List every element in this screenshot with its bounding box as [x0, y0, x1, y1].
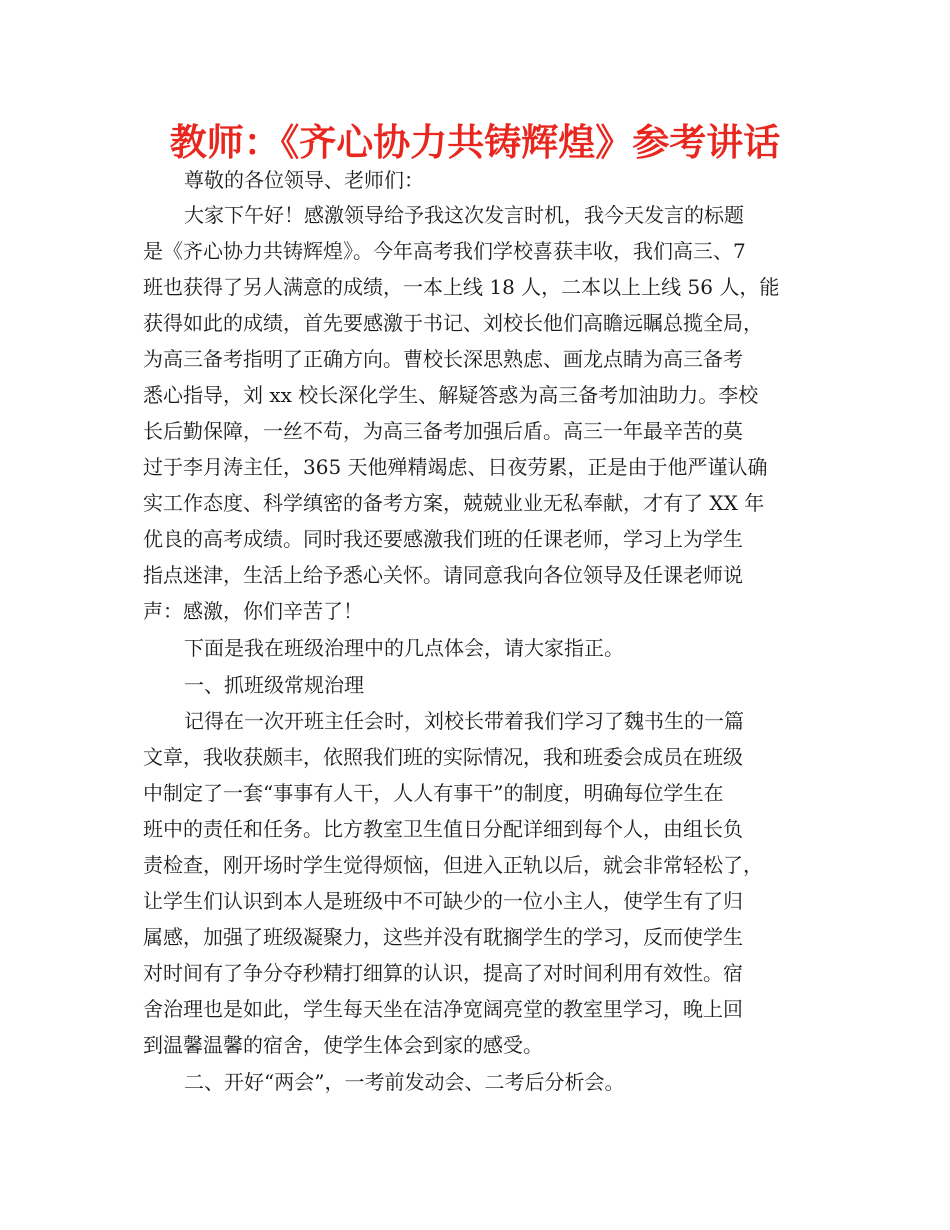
paragraph-line: 班中的责任和任务。比方教室卫生值日分配详细到每个人，由组长负 [143, 817, 743, 841]
paragraph-line: 责检查，刚开场时学生觉得烦恼，但进入正轨以后，就会非常轻松了， [143, 853, 763, 877]
paragraph-line: 优良的高考成绩。同时我还要感激我们班的任课老师，学习上为学生 [143, 527, 743, 551]
paragraph-line: 班也获得了另人满意的成绩，一本上线 18 人，二本以上上线 56 人，能 [143, 275, 780, 299]
paragraph-line: 声：感激，你们辛苦了！ [143, 599, 363, 623]
paragraph-line: 到温馨温馨的宿舍，使学生体会到家的感受。 [143, 1033, 543, 1057]
document-title: 教师：《齐心协力共铸辉煌》参考讲话 [169, 121, 781, 164]
paragraph-line: 长后勤保障，一丝不苟，为高三备考加强后盾。高三一年最辛苦的莫 [143, 419, 743, 443]
paragraph-line: 大家下午好！感激领导给予我这次发言时机，我今天发言的标题 [184, 203, 744, 227]
paragraph-line: 过于李月涛主任，365 天他殚精竭虑、日夜劳累，正是由于他严谨认确 [143, 455, 768, 479]
salutation: 尊敬的各位领导、老师们： [184, 168, 424, 192]
paragraph-line: 下面是我在班级治理中的几点体会，请大家指正。 [184, 636, 624, 660]
paragraph-line: 为高三备考指明了正确方向。曹校长深思熟虑、画龙点睛为高三备考 [143, 347, 743, 371]
paragraph-line: 舍治理也是如此，学生每天坐在洁净宽阔亮堂的教室里学习，晚上回 [143, 997, 743, 1021]
section-heading-1: 一、抓班级常规治理 [184, 673, 364, 697]
paragraph-line: 文章，我收获颇丰，依照我们班的实际情况，我和班委会成员在班级 [143, 745, 743, 769]
paragraph-line: 中制定了一套“事事有人干，人人有事干”的制度，明确每位学生在 [143, 781, 724, 805]
paragraph-line: 记得在一次开班主任会时，刘校长带着我们学习了魏书生的一篇 [184, 709, 744, 733]
section-heading-2: 二、开好“两会”，一考前发动会、二考后分析会。 [184, 1070, 625, 1094]
paragraph-line: 让学生们认识到本人是班级中不可缺少的一位小主人，使学生有了归 [143, 889, 743, 913]
paragraph-line: 是《齐心协力共铸辉煌》。今年高考我们学校喜获丰收，我们高三、7 [143, 239, 746, 263]
paragraph-line: 指点迷津，生活上给予悉心关怀。请同意我向各位领导及任课老师说 [143, 563, 743, 587]
paragraph-line: 实工作态度、科学缜密的备考方案，兢兢业业无私奉献，才有了 XX 年 [143, 491, 765, 515]
paragraph-line: 获得如此的成绩，首先要感激于书记、刘校长他们高瞻远瞩总揽全局， [143, 311, 763, 335]
paragraph-line: 悉心指导，刘 xx 校长深化学生、解疑答惑为高三备考加油助力。李校 [143, 383, 759, 407]
paragraph-line: 属感，加强了班级凝聚力，这些并没有耽搁学生的学习，反而使学生 [143, 925, 743, 949]
paragraph-line: 对时间有了争分夺秒精打细算的认识，提高了对时间利用有效性。宿 [143, 961, 743, 985]
